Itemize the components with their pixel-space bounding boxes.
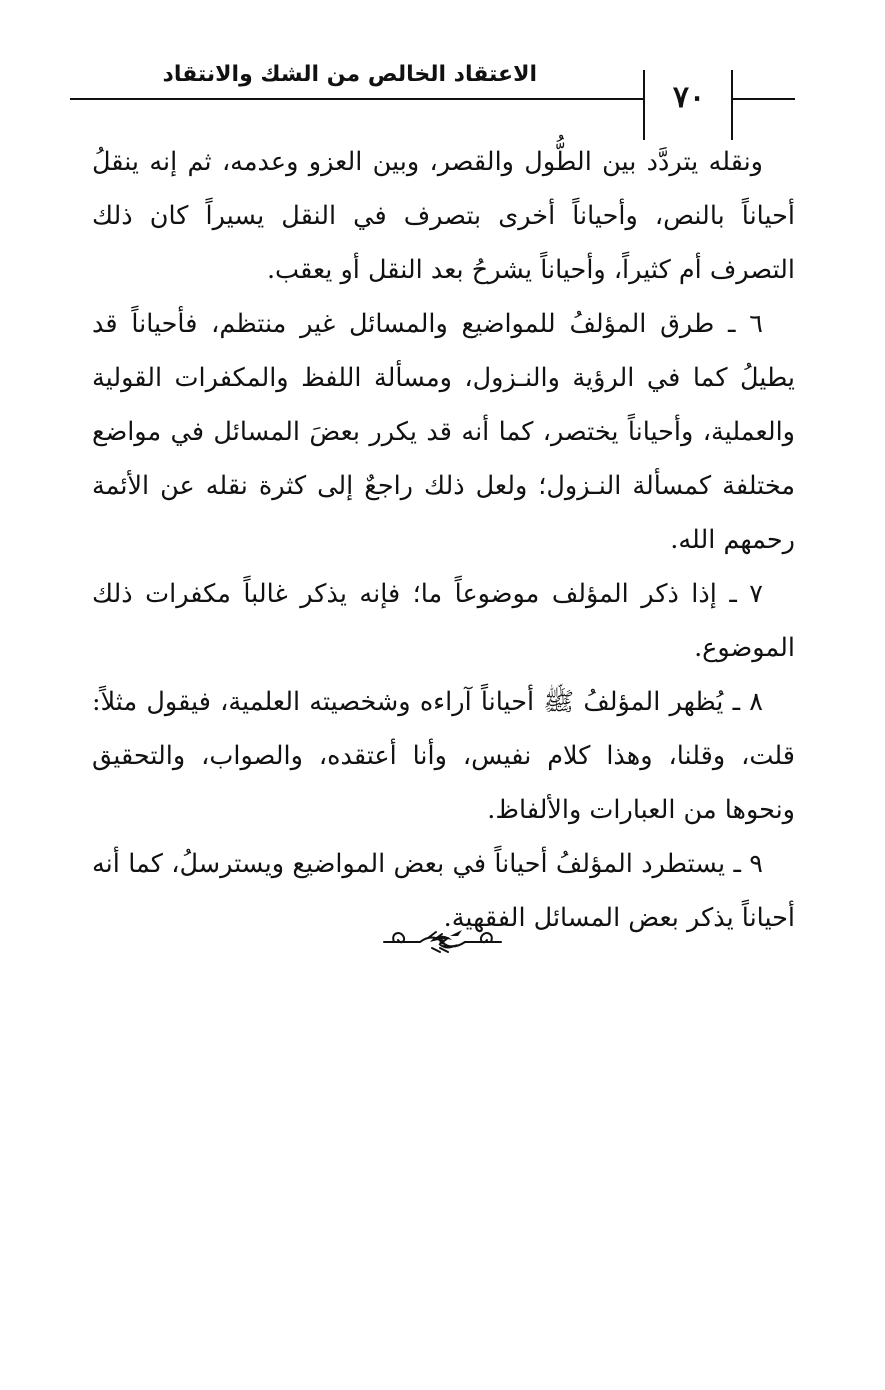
paragraph: ونقله يتردَّد بين الطُّول والقصر، وبين العزو وعدمه، ثم إنه ينقلُ أحياناً بالنص، وأحياناً أخرى بتصرف في النقل يسيراً كان ذلك التصرف أم كثيراً، وأحياناً يشرحُ بعد النقل أو يعقب. [92, 147, 795, 285]
header-divider-left [643, 70, 645, 140]
paragraph: ٨ ـ يُظهر المؤلفُ ﷺ أحياناً آراءه وشخصيته العلمية، فيقول مثلاً: قلت، وقلنا، وهذا كلام نفيس، وأنا أعتقده، والصواب، والتحقيق ونحوها من العبارات والألفاظ. [92, 687, 795, 825]
page-header [70, 50, 795, 140]
paragraph: ٩ ـ يستطرد المؤلفُ أحياناً في بعض المواضيع ويسترسلُ، كما أنه أحياناً يذكر بعض المسائل الفقهية. [92, 849, 795, 933]
running-title: الاعتقاد الخالص من الشك والانتقاد [162, 62, 537, 87]
header-rule [70, 98, 645, 100]
body-text [92, 135, 795, 945]
page-number: ٧٠ [672, 80, 706, 115]
floral-divider-icon [380, 918, 505, 966]
header-divider-right [731, 70, 733, 140]
header-rule-short [733, 98, 795, 100]
paragraph: ٦ ـ طرق المؤلفُ للمواضيع والمسائل غير منتظم، فأحياناً قد يطيلُ كما في الرؤية والنـزول، ومسألة اللفظ والمكفرات القولية والعملية، وأحياناً يختصر، كما أنه قد يكرر بعضَ المسائل في مواضع مختلفة كمسألة النـزول؛ ولعل ذلك راجعٌ إلى كثرة نقله عن الأئمة رحمهم الله. [92, 309, 795, 555]
paragraph: ٧ ـ إذا ذكر المؤلف موضوعاً ما؛ فإنه يذكر غالباً مكفرات ذلك الموضوع. [92, 579, 795, 663]
